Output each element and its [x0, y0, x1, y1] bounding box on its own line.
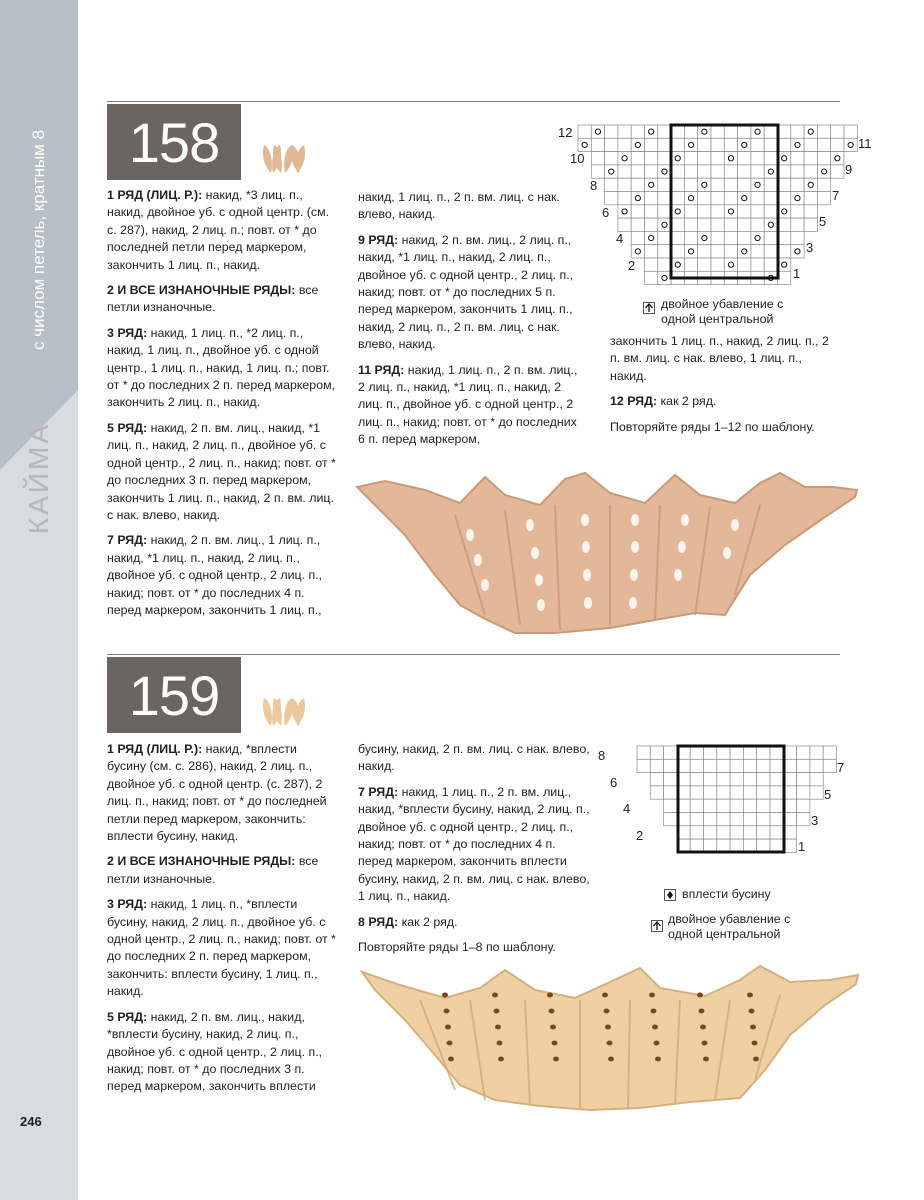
bead-icon — [664, 889, 676, 901]
row-instruction: 5 РЯД: накид, 2 п. вм. лиц., накид, *1 лиц. п., накид, 2 лиц. п., двойное уб. с одной центр., 2 лиц. п., накид; повт. от * до последних 3 п. перед маркером, закончить 1 лиц. п., накид, 2 п. вм. лиц. с нак. влево, накид. — [107, 420, 336, 522]
double-decrease-icon — [651, 920, 663, 932]
row-number: 12 — [558, 125, 573, 140]
bead — [750, 1025, 756, 1030]
row-instruction: 3 РЯД: накид, 1 лиц. п., *вплести бусину, накид, 2 лиц. п., двойное уб. с одной центр., 2 лиц. п., накид; повт. от * до последних 2 п. перед маркером, закончить: вплести бусину, 1 лиц. п., накид. — [107, 897, 336, 999]
bead — [702, 1041, 708, 1046]
bead — [651, 1009, 657, 1014]
bead — [749, 1009, 755, 1014]
bead — [444, 1009, 450, 1014]
pattern-number-158: 158 — [107, 104, 241, 180]
bead — [447, 1041, 453, 1046]
row-instruction: Повторяйте ряды 1–12 по шаблону. — [610, 419, 815, 434]
row-number: 9 — [845, 162, 853, 177]
row-instruction: 7 РЯД: накид, 2 п. вм. лиц., 1 лиц. п., накид, *1 лиц. п., накид, 2 лиц. п., двойное уб. с одной центр., 2 лиц. п., накид; повт. от * до последних 4 п. перед маркером, закончить 1 лиц. п., — [107, 533, 323, 617]
bead — [494, 1009, 500, 1014]
bead — [752, 1041, 758, 1046]
instructions-158-col1 — [107, 187, 339, 627]
row-instruction: бусину, накид, 2 п. вм. лиц. с нак. влево, накид. — [358, 742, 590, 774]
bead — [652, 1025, 658, 1030]
section-rule-158 — [107, 101, 840, 102]
double-decrease-icon — [643, 302, 655, 314]
row-number: 8 — [590, 178, 598, 193]
row-number: 7 — [832, 188, 840, 203]
row-instruction: накид, 1 лиц. п., 2 п. вм. лиц. с нак. влево, накид. — [358, 190, 560, 222]
knitted-sample-photo-158 — [355, 465, 860, 640]
row-number: 5 — [824, 787, 832, 802]
bead — [445, 1025, 451, 1030]
instructions-159-col1 — [107, 741, 339, 1104]
row-number: 8 — [598, 748, 606, 763]
row-instruction: закончить 1 лиц. п., накид, 2 лиц. п., 2 п. вм. лиц. с нак. влево, 1 лиц. п., накид. — [610, 334, 829, 383]
sidebar-title: КАЙМА — [23, 421, 54, 535]
chart-grid — [637, 746, 837, 852]
bead — [549, 1009, 555, 1014]
row-instruction: 2 И ВСЕ ИЗНАНОЧНЫЕ РЯДЫ: все петли изнаночные. — [107, 283, 319, 315]
bead — [654, 1041, 660, 1046]
page-number: 246 — [20, 1114, 42, 1129]
row-instruction: Повторяйте ряды 1–8 по шаблону. — [358, 940, 556, 955]
row-instruction: 1 РЯД (ЛИЦ. Р.): накид, *3 лиц. п., накид, двойное уб. с одной центр. (см. с. 287), накид, 2 лиц. п.; повт. от * до последней петли перед маркером, закончить 1 лиц. п., накид. — [107, 188, 330, 272]
bead — [550, 1025, 556, 1030]
bead — [552, 1041, 558, 1046]
bead — [497, 1041, 503, 1046]
row-instruction: 12 РЯД: как 2 ряд. — [610, 394, 717, 409]
pattern-number-159: 159 — [107, 657, 241, 733]
bead — [492, 993, 498, 998]
bead — [604, 1009, 610, 1014]
legend-label: вплести бусину — [682, 887, 771, 901]
bead — [495, 1025, 501, 1030]
knit-stitch-icon — [260, 696, 306, 730]
instructions-159-col2 — [358, 741, 593, 964]
row-instruction: 11 РЯД: накид, 1 лиц. п., 2 п. вм. лиц., 2 лиц. п., накид, *1 лиц. п., накид, 2 лиц. п., двойное уб. с одной центр., 2 лиц. п., накид; повт. от * до последних 6 п. перед маркером, — [358, 362, 578, 447]
row-number: 1 — [798, 839, 806, 854]
knit-stitch-icon — [260, 143, 306, 177]
bead — [498, 1057, 504, 1062]
row-number: 11 — [858, 136, 872, 151]
bead — [607, 1041, 613, 1046]
row-number: 2 — [636, 828, 644, 843]
legend-label: двойное убавление с одной центральной — [668, 912, 791, 941]
bead — [747, 993, 753, 998]
row-number: 7 — [837, 760, 845, 775]
bead — [699, 1009, 705, 1014]
instructions-158-col3 — [610, 333, 832, 444]
bead — [448, 1057, 454, 1062]
bead — [442, 993, 448, 998]
row-instruction: 8 РЯД: как 2 ряд. — [358, 914, 458, 929]
bead — [697, 993, 703, 998]
row-instruction: 7 РЯД: накид, 1 лиц. п., 2 п. вм. лиц., накид, *вплести бусину, накид, 2 лиц. п., двойное уб. с одной центр., 2 лиц. п., накид; повт. от * до последних 4 п. перед маркером, закончить вплести бусину, накид, 2 п. вм. лиц. с нак. влево, 1 лиц. п., накид. — [358, 784, 590, 904]
bead — [655, 1057, 661, 1062]
bead — [547, 993, 553, 998]
row-number: 1 — [793, 266, 801, 281]
bead — [649, 993, 655, 998]
bead — [605, 1025, 611, 1030]
row-number: 6 — [610, 775, 618, 790]
bead — [608, 1057, 614, 1062]
bead — [602, 993, 608, 998]
row-number: 5 — [819, 214, 827, 229]
bead — [753, 1057, 759, 1062]
row-number: 10 — [570, 151, 585, 166]
knitting-chart-159 — [592, 742, 852, 857]
row-number: 3 — [806, 240, 814, 255]
legend-label: двойное убавление с одной центральной — [661, 297, 784, 326]
row-number: 3 — [811, 813, 819, 828]
row-number: 2 — [628, 258, 636, 273]
bead — [703, 1057, 709, 1062]
instructions-158-col2 — [358, 189, 580, 457]
knitting-chart-158 — [548, 120, 878, 285]
bead — [700, 1025, 706, 1030]
sidebar — [0, 0, 78, 1200]
chart-grid — [578, 125, 857, 285]
row-number: 4 — [623, 801, 631, 816]
knitted-sample-photo-159 — [360, 960, 860, 1112]
row-instruction: 3 РЯД: накид, 1 лиц. п., *2 лиц. п., накид, 1 лиц. п., двойное уб. с одной центр., 1 лиц. п., накид, 1 лиц. п.; повт. от * до последних 2 п. перед маркером, закончить 2 лиц. п., накид. — [107, 325, 336, 410]
sidebar-subtitle: с числом петель, кратным 8 — [29, 129, 48, 351]
row-instruction: 1 РЯД (ЛИЦ. Р.): накид, *вплести бусину (см. с. 286), накид, 2 лиц. п., двойное уб. с одной центр. (с. 287), 2 лиц. п., накид; повт. от * до последней петли перед маркером, закончить: вплести бусину, накид. — [107, 742, 327, 844]
bead — [553, 1057, 559, 1062]
row-number: 4 — [616, 231, 624, 246]
row-instruction: 5 РЯД: накид, 2 п. вм. лиц., накид, *вплести бусину, накид, 2 лиц. п., двойное уб. с одной центр., 2 лиц. п., накид; повт. от * до последних 3 п. перед маркером, закончить вплести — [107, 1009, 323, 1094]
row-instruction: 9 РЯД: накид, 2 п. вм. лиц., 2 лиц. п., накид, *1 лиц. п., накид, 2 лиц. п., двойное уб. с одной центр., 2 лиц. п., накид; повт. от * до последних 5 п. перед маркером, закончить 1 лиц. п., накид, 2 лиц. п., 2 п. вм. лиц. с нак. влево, накид. — [358, 232, 574, 352]
section-rule-159 — [107, 654, 840, 655]
row-number: 6 — [602, 205, 610, 220]
row-instruction: 2 И ВСЕ ИЗНАНОЧНЫЕ РЯДЫ: все петли изнаночные. — [107, 854, 319, 886]
